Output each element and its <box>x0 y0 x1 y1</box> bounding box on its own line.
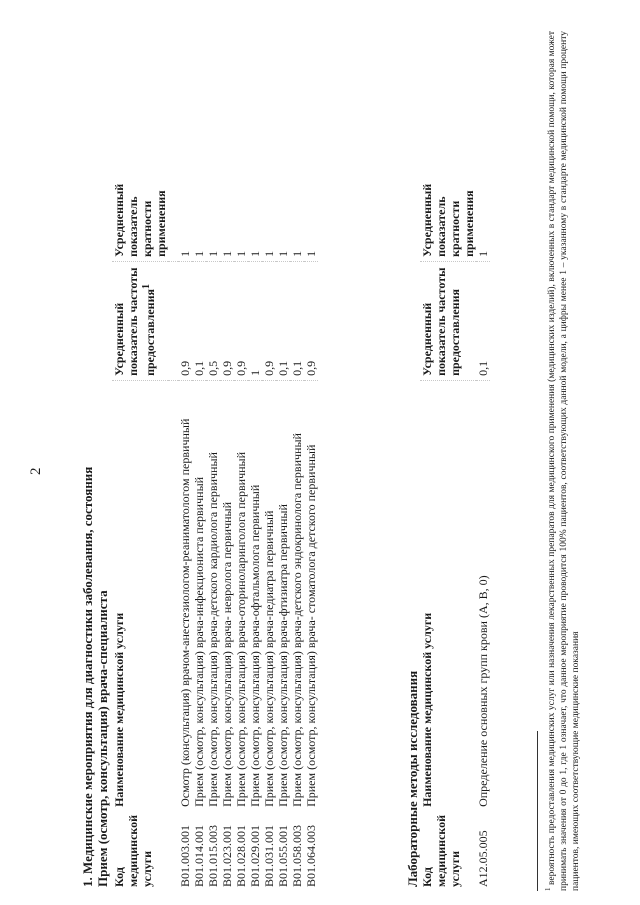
mult-value: 1 <box>178 250 192 257</box>
table-row <box>234 153 248 891</box>
service-name: Прием (осмотр, консультация) врача-оториноларинголога первичный <box>234 380 248 811</box>
table-row <box>220 153 234 891</box>
page-number: 2 <box>28 467 44 475</box>
consult-header-row <box>112 153 168 891</box>
freq-value: 0,9 <box>220 261 234 380</box>
service-code: B01.064.003 <box>304 824 318 887</box>
freq-value: 0,1 <box>476 261 490 380</box>
footnote-mark: 1 <box>544 887 552 891</box>
table-row <box>206 153 220 891</box>
mult-value: 1 <box>276 250 290 257</box>
service-code: B01.028.001 <box>234 824 248 887</box>
lab-col-code-header: Код медицинской услуги <box>420 814 462 887</box>
section-title: 1. Медицинские мероприятия для диагностики заболевания, состояния <box>80 466 95 887</box>
footnote-ref: 1 <box>141 284 152 290</box>
lab-col-mult-header: Усредненный показатель кратности применения <box>420 183 476 257</box>
mult-value: 1 <box>304 250 318 257</box>
service-name: Прием (осмотр, консультация) врача-фтизиатра первичный <box>276 380 290 811</box>
service-code: B01.015.003 <box>206 824 220 887</box>
service-code: B01.029.001 <box>248 824 262 887</box>
service-name: Прием (осмотр, консультация) врача- стоматолога детского первичный <box>304 380 318 811</box>
footnote-text: вероятность предоставления медицинских услуг или назначения лекарственных препаратов для медицинского применения (медицинских изделий), включенных в стандарт медицинской помощи, которая может принимать значения от 0 до 1, где 1 означает, что данное мероприятие проводится 100% пациентов, соответствующих данной модели, а цифры менее 1 – указанному в стандарте медицинской помощи проценту пациентов, имеющих соответствующие медицинские показания <box>547 30 582 891</box>
service-name: Прием (осмотр, консультация) врача-инфекциониста первичный <box>192 380 206 811</box>
consult-heading: Прием (осмотр, консультация) врача-специалиста <box>95 590 110 887</box>
freq-value: 0,1 <box>276 261 290 380</box>
col-name-header: Наименование медицинской услуги <box>112 380 168 811</box>
service-code: B01.003.001 <box>178 824 192 887</box>
freq-value: 1 <box>248 261 262 380</box>
service-name: Прием (осмотр, консультация) врача-детского кардиолога первичный <box>206 380 220 811</box>
col-freq-header <box>112 261 168 380</box>
table-row <box>178 153 192 891</box>
table-row <box>248 153 262 891</box>
service-code: B01.023.001 <box>220 824 234 887</box>
col-code-header: Код медицинской услуги <box>112 814 154 887</box>
mult-value: 1 <box>262 250 276 257</box>
service-name: Прием (осмотр, консультация) врача- невролога первичный <box>220 380 234 811</box>
service-name: Прием (осмотр, консультация) врача-офтальмолога первичный <box>248 380 262 811</box>
lab-table-body <box>476 153 490 891</box>
service-code: B01.055.001 <box>276 824 290 887</box>
service-name: Определение основных групп крови (А, В, 0) <box>476 380 490 811</box>
table-row <box>290 153 304 891</box>
service-code: B01.058.003 <box>290 824 304 887</box>
mult-value: 1 <box>192 250 206 257</box>
service-name: Осмотр (консультация) врачом-анестезиологом-реаниматологом первичный <box>178 380 192 811</box>
lab-col-freq-header: Усредненный показатель частоты предоставления <box>420 261 476 380</box>
freq-value: 0,9 <box>178 261 192 380</box>
freq-value: 0,9 <box>234 261 248 380</box>
freq-value: 0,9 <box>262 261 276 380</box>
footnote <box>542 31 582 891</box>
table-row <box>304 153 318 891</box>
lab-header-row <box>420 153 476 891</box>
service-code: B01.014.001 <box>192 824 206 887</box>
col-mult-header: Усредненный показатель кратности применения <box>112 183 168 257</box>
consult-table-body <box>178 153 318 891</box>
consult-table <box>112 153 318 891</box>
lab-heading: Лабораторные методы исследования <box>405 670 420 887</box>
service-name: Прием (осмотр, консультация) врача-детского эндокринолога первичный <box>290 380 304 811</box>
table-row <box>192 153 206 891</box>
mult-value: 1 <box>248 250 262 257</box>
mult-value: 1 <box>206 250 220 257</box>
freq-value: 0,1 <box>192 261 206 380</box>
lab-table <box>420 153 490 891</box>
mult-value: 1 <box>220 250 234 257</box>
freq-value: 0,1 <box>290 261 304 380</box>
mult-value: 1 <box>476 250 490 257</box>
service-name: Прием (осмотр, консультация) врача-педиатра первичный <box>262 380 276 811</box>
freq-value: 0,9 <box>304 261 318 380</box>
lab-col-name-header: Наименование медицинской услуги <box>420 380 476 811</box>
freq-value: 0,5 <box>206 261 220 380</box>
table-row <box>262 153 276 891</box>
table-row <box>276 153 290 891</box>
table-row <box>476 153 490 891</box>
col-freq-label: Усредненный показатель частоты предоставления <box>112 267 157 376</box>
footnote-divider <box>537 731 538 891</box>
mult-value: 1 <box>234 250 248 257</box>
mult-value: 1 <box>290 250 304 257</box>
service-code: A12.05.005 <box>476 830 490 887</box>
service-code: B01.031.001 <box>262 824 276 887</box>
